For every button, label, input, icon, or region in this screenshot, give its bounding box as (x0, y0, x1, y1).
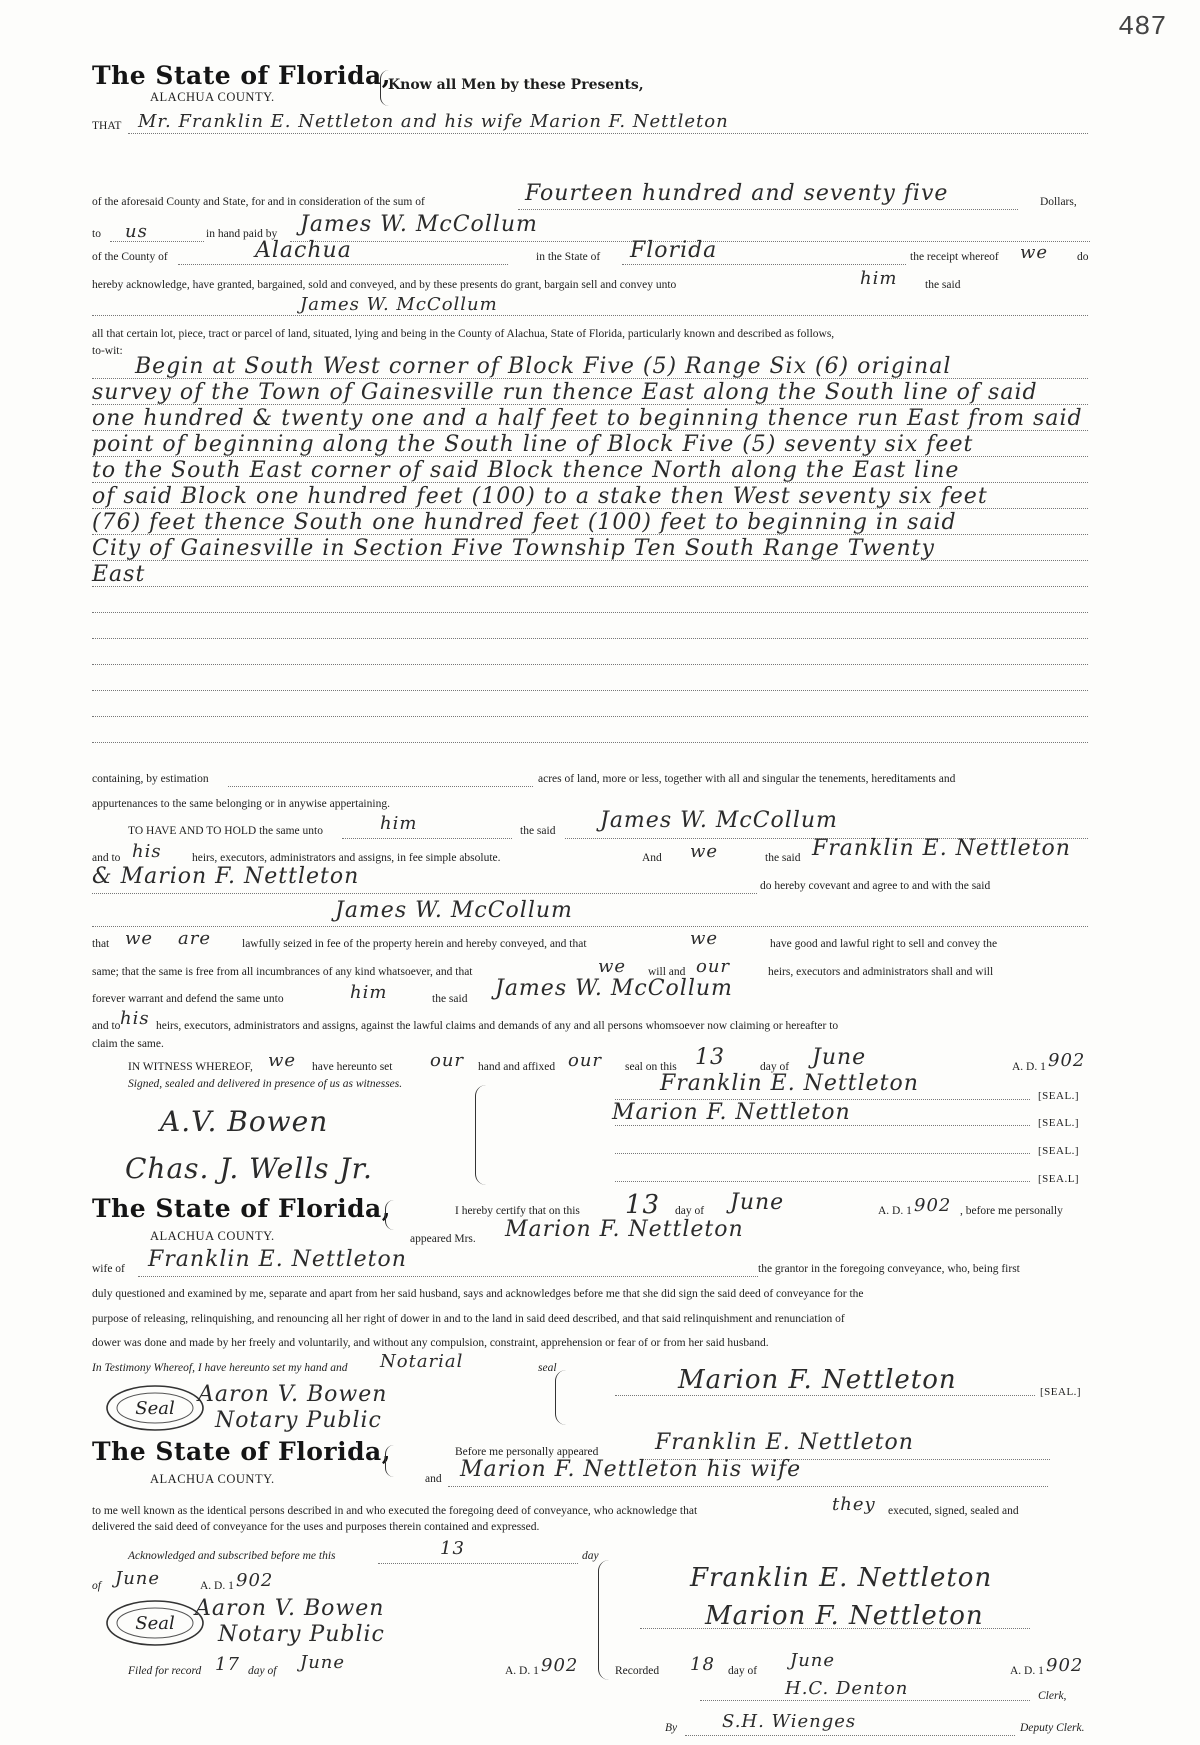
to-label: to (92, 228, 101, 240)
heirs-line: heirs, executors, administrators and assigns, in fee simple absolute. (192, 852, 501, 864)
ack-both-day: 13 (440, 1538, 465, 1559)
the-said-label: the said (925, 279, 961, 291)
witness-year: 902 (1048, 1050, 1086, 1071)
dotted-line (92, 690, 1088, 691)
ack-wife-before: , before me personally (960, 1205, 1063, 1217)
witness-brace (475, 1085, 486, 1185)
claim-same: claim the same. (92, 1038, 164, 1050)
do-label: do (1077, 251, 1089, 263)
know-all-men: Know all Men by these Presents, (388, 77, 644, 93)
ack-wife-dower: dower was done and made by her freely and voluntarily, and without any compulsion, constraint, apprehension or fear of or from her said husband. (92, 1337, 769, 1349)
description-line-7: (76) feet thence South one hundred feet (100) feet to beginning in said (92, 510, 957, 535)
state-heading: The State of Florida, (92, 61, 391, 90)
filed-day-of: day of (248, 1665, 277, 1677)
dotted-line (378, 1563, 578, 1564)
witness-our-hand: our (430, 1050, 465, 1071)
ack-both-sig2: Marion F. Nettleton (705, 1601, 984, 1631)
ack-both-brace-2 (598, 1560, 609, 1680)
ack-both-county: ALACHUA COUNTY. (150, 1472, 275, 1486)
by-label: By (665, 1722, 678, 1734)
recorded-label: Recorded (615, 1665, 660, 1677)
ack-wife-sig-brace (555, 1370, 566, 1425)
will-and: will and (648, 966, 686, 978)
acknowledge-line: hereby acknowledge, have granted, bargained, sold and conveyed, and by these presents do grant, bargain sell and convey unto (92, 279, 677, 291)
seized-are: are (178, 928, 211, 949)
filed-ad: A. D. 1 (505, 1665, 539, 1677)
ack-both-delivered: delivered the said deed of conveyance for the uses and purposes therein contained and expressed. (92, 1521, 540, 1533)
seal-mark-4: [SEA.L] (1038, 1173, 1080, 1185)
and-to-label: and to (92, 852, 121, 864)
dotted-line (92, 315, 1088, 316)
ack-wife-month: June (730, 1190, 785, 1215)
seal-this: seal on this (625, 1061, 677, 1073)
habendum-unto: him (380, 813, 418, 834)
ack-both-acknowledged: Acknowledged and subscribed before me this (128, 1550, 336, 1562)
grantor-names-1: Franklin E. Nettleton (812, 836, 1071, 861)
dollars-label: Dollars, (1040, 196, 1077, 208)
and-value: we (690, 841, 719, 862)
ack-wife-notarial: Notarial (380, 1351, 464, 1372)
signed-sealed: Signed, sealed and delivered in presence of us as witnesses. (128, 1078, 403, 1090)
our-value: our (696, 956, 731, 977)
sum-handwritten: Fourteen hundred and seventy five (525, 181, 949, 206)
clerk-name: H.C. Denton (785, 1678, 909, 1699)
ack-wife-notary-title: Notary Public (215, 1408, 382, 1433)
unto-value: him (860, 268, 898, 289)
ack-wife-purpose: purpose of releasing, relinquishing, and renouncing all her right of dower in and to the land in said deed described, and that said relinquishment and renunciation of (92, 1313, 845, 1325)
receipt-label: the receipt whereof (910, 251, 999, 263)
county-heading: ALACHUA COUNTY. (150, 90, 275, 104)
covenant-grantee: James W. McCollum (335, 898, 573, 923)
consideration-text: of the aforesaid County and State, for and in consideration of the sum of (92, 196, 425, 208)
grantor-names-2: & Marion F. Nettleton (92, 864, 360, 889)
dotted-line (178, 264, 508, 265)
ack-wife-grantor: the grantor in the foregoing conveyance, who, being first (758, 1263, 1020, 1275)
witness-day-of: day of (760, 1061, 790, 1073)
in-witness: IN WITNESS WHEREOF, (128, 1061, 253, 1073)
seized-line: lawfully seized in fee of the property herein and hereby conveyed, and that (242, 938, 587, 950)
signature-2: Marion F. Nettleton (612, 1100, 851, 1125)
and-label: And (642, 852, 662, 864)
and-to-2: and to (92, 1020, 121, 1032)
ack-wife-notary: Aaron V. Bowen (198, 1382, 388, 1407)
stamp-text-2: Seal (135, 1613, 175, 1634)
forever-grantee: James W. McCollum (495, 976, 733, 1001)
county-value: Alachua (255, 238, 352, 263)
dotted-line (448, 1486, 1048, 1487)
ack-both-sig1: Franklin E. Nettleton (690, 1563, 993, 1593)
dotted-line (342, 838, 512, 839)
seized-we-2: we (690, 928, 719, 949)
notary-seal-stamp-1 (100, 1380, 210, 1435)
receipt-value: we (1020, 242, 1049, 263)
signature-1: Franklin E. Nettleton (660, 1071, 919, 1096)
recorded-year: 902 (1046, 1655, 1084, 1676)
filed-month: June (300, 1652, 346, 1673)
dotted-line (128, 133, 1088, 134)
grantor-said: the said (765, 852, 801, 864)
ack-wife-day-of: day of (675, 1205, 705, 1217)
clerk-label: Clerk, (1038, 1690, 1067, 1702)
witness-1: A.V. Bowen (160, 1105, 329, 1138)
appurtenances-line: appurtenances to the same belonging or in anywise appertaining. (92, 798, 390, 810)
dotted-line (92, 664, 1088, 665)
ack-wife-name: Marion F. Nettleton (505, 1217, 744, 1242)
ack-both-ad: A. D. 1 (200, 1580, 234, 1592)
seal-mark-3: [SEAL.] (1038, 1145, 1080, 1157)
grantee-handwritten: James W. McCollum (300, 212, 538, 237)
ack-both-name2: Marion F. Nettleton his wife (460, 1457, 802, 1482)
deputy-label: Deputy Clerk. (1020, 1722, 1085, 1734)
ack-wife-of: wife of (92, 1263, 125, 1275)
land-line: all that certain lot, piece, tract or parcel of land, situated, lying and being in the County of Alachua, State of Florida, particularly known and described as follows, (92, 328, 835, 340)
ack-wife-testimony: In Testimony Whereof, I have hereunto set my hand and (92, 1362, 348, 1374)
same-line: same; that the same is free from all incumbrances of any kind whatsoever, and that (92, 966, 473, 978)
and-to-value: his (132, 841, 162, 862)
ack-wife-year: 902 (914, 1195, 952, 1216)
description-line-1: Begin at South West corner of Block Five (5) Range Six (6) original (135, 354, 952, 379)
witness-ad: A. D. 1 (1012, 1061, 1046, 1073)
seized-we: we (125, 928, 154, 949)
dotted-line (92, 742, 1088, 743)
ack-both-of: of (92, 1580, 101, 1592)
witness-we: we (268, 1050, 297, 1071)
dotted-line (685, 1735, 1015, 1736)
dotted-line (615, 1181, 1030, 1182)
stamp-text-1: Seal (135, 1398, 175, 1419)
hereunto-set: have hereunto set (312, 1061, 393, 1073)
ack-wife-certify: I hereby certify that on this (455, 1205, 580, 1217)
dotted-line (92, 612, 1088, 613)
description-line-3: one hundred & twenty one and a half feet to beginning thence run East from said (92, 406, 1083, 431)
description-line-5: to the South East corner of said Block thence North along the East line (92, 458, 960, 483)
ack-wife-husband: Franklin E. Nettleton (148, 1247, 407, 1272)
county-label: of the County of (92, 251, 168, 263)
recorded-month: June (790, 1650, 836, 1671)
containing-label: containing, by estimation (92, 773, 209, 785)
ack-both-day-label: day (582, 1550, 599, 1562)
dotted-line (92, 926, 1088, 927)
dotted-line (138, 1276, 758, 1277)
notary-seal-stamp-2 (100, 1595, 210, 1650)
ack-wife-seal-label: seal (538, 1362, 557, 1374)
ack-wife-brace (385, 1200, 394, 1230)
in-hand-label: in hand paid by (206, 228, 278, 240)
ack-both-month: June (115, 1568, 161, 1589)
ack-both-notary: Aaron V. Bowen (195, 1596, 385, 1621)
forever-said: the said (432, 993, 468, 1005)
heirs-exec: heirs, executors and administrators shall and will (768, 966, 994, 978)
description-line-8: City of Gainesville in Section Five Township Ten South Range Twenty (92, 536, 935, 561)
ack-wife-seal: [SEAL.] (1040, 1386, 1082, 1398)
dotted-line (92, 586, 1088, 587)
description-line-6: of said Block one hundred feet (100) to a stake then West seventy six feet (92, 484, 988, 509)
witness-2: Chas. J. Wells Jr. (125, 1152, 373, 1185)
witness-our-seal: our (568, 1050, 603, 1071)
ack-both-and: and (425, 1473, 442, 1485)
ack-wife-appeared: appeared Mrs. (410, 1233, 476, 1245)
recorded-ad: A. D. 1 (1010, 1665, 1044, 1677)
ack-wife-day: 13 (625, 1190, 661, 1220)
habendum-label: TO HAVE AND TO HOLD the same unto (128, 825, 323, 837)
grantors-handwritten: Mr. Franklin E. Nettleton and his wife Marion F. Nettleton (138, 111, 729, 132)
good-right: have good and lawful right to sell and convey the (770, 938, 998, 950)
witness-month: June (812, 1045, 867, 1070)
dotted-line (228, 786, 533, 787)
ack-both-executed: executed, signed, sealed and (888, 1505, 1019, 1517)
that-label: THAT (92, 120, 122, 132)
deputy-name: S.H. Wienges (722, 1711, 857, 1732)
dotted-line (92, 638, 1088, 639)
hand-affixed: hand and affixed (478, 1061, 556, 1073)
seal-mark-2: [SEAL.] (1038, 1117, 1080, 1129)
filed-day: 17 (215, 1654, 240, 1675)
witness-day: 13 (695, 1045, 725, 1070)
dotted-line (622, 264, 906, 265)
ack-both-state: The State of Florida, (92, 1437, 391, 1466)
grantee-again: James W. McCollum (300, 294, 498, 315)
filed-label: Filed for record (128, 1665, 202, 1677)
dotted-line (92, 716, 1088, 717)
recorded-day: 18 (690, 1654, 715, 1675)
habendum-grantee: James W. McCollum (600, 808, 838, 833)
ack-both-they: they (832, 1494, 876, 1515)
filed-year: 902 (541, 1655, 579, 1676)
state-label: in the State of (536, 251, 601, 263)
ack-wife-state: The State of Florida, (92, 1194, 391, 1223)
ack-wife-ad: A. D. 1 (878, 1205, 912, 1217)
same-we: we (598, 956, 627, 977)
dotted-line (92, 893, 757, 894)
ack-wife-duly: duly questioned and examined by me, separate and apart from her said husband, says and acknowledges before me that she did sign the said deed of conveyance for the (92, 1288, 864, 1300)
and-to-2-value: his (120, 1008, 150, 1029)
ack-wife-county: ALACHUA COUNTY. (150, 1229, 275, 1243)
dotted-line (615, 1125, 1030, 1126)
page-number: 487 (1118, 13, 1167, 43)
dotted-line (615, 1153, 1030, 1154)
dotted-line (615, 1395, 1035, 1396)
ack-both-before: Before me personally appeared (455, 1446, 599, 1458)
dotted-line (518, 209, 1018, 210)
that-label-2: that (92, 938, 110, 950)
acres-line: acres of land, more or less, together with all and singular the tenements, hereditaments and (538, 773, 956, 785)
ack-both-name1: Franklin E. Nettleton (655, 1430, 914, 1455)
to-wit: to-wit: (92, 345, 123, 357)
description-line-9: East (92, 562, 146, 587)
forever-him: him (350, 982, 388, 1003)
ack-both-year: 902 (236, 1570, 274, 1591)
recorded-day-of: day of (728, 1665, 758, 1677)
covenant-line: do hereby covevant and agree to and with the said (760, 880, 991, 892)
state-value: Florida (630, 238, 718, 263)
description-line-2: survey of the Town of Gainesville run thence East along the South line of said (92, 380, 1038, 405)
forever-line: forever warrant and defend the same unto (92, 993, 284, 1005)
seal-mark-1: [SEAL.] (1038, 1090, 1080, 1102)
ack-both-brace (385, 1445, 394, 1477)
dotted-line (700, 1700, 1030, 1701)
ack-both-known: to me well known as the identical persons described in and who executed the foregoing deed of conveyance, who acknowledge that (92, 1505, 698, 1517)
ack-both-notary-title: Notary Public (218, 1622, 385, 1647)
claims-line: heirs, executors, administrators and assigns, against the lawful claims and demands of any and all persons whomsoever now claiming or hereafter to (156, 1020, 839, 1032)
ack-wife-signature: Marion F. Nettleton (678, 1365, 957, 1395)
to-value: us (125, 221, 148, 242)
habendum-said: the said (520, 825, 556, 837)
description-line-4: point of beginning along the South line of Block Five (5) seventy six feet (92, 432, 974, 457)
